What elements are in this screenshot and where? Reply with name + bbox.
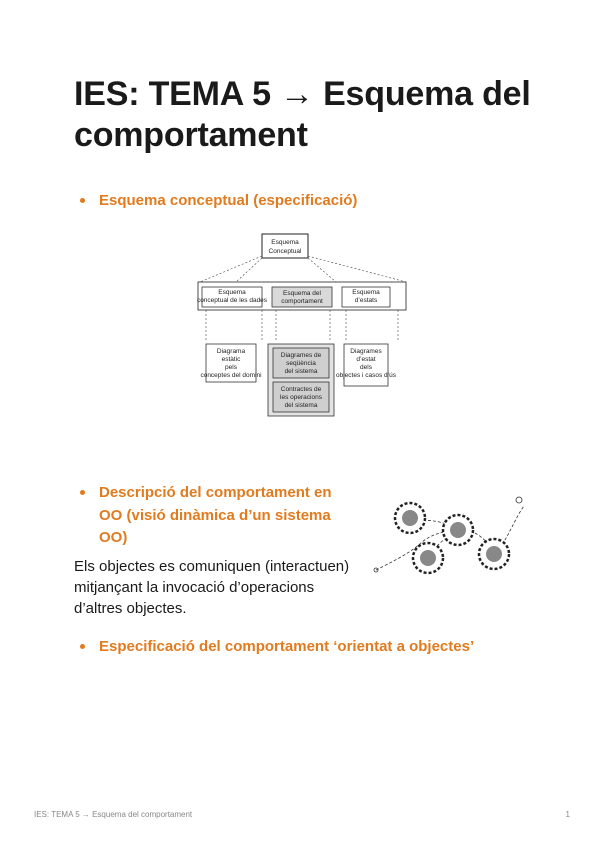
diagram-low-right-1: Diagrames — [350, 348, 382, 355]
diagram-mid-center-2: comportament — [281, 298, 323, 305]
bullet-dot — [80, 490, 85, 495]
bullet-esquema-conceptual — [80, 190, 357, 211]
diagram-top-label-2: Conceptual — [268, 248, 302, 255]
message-start-icon — [516, 497, 522, 503]
object-circle — [413, 543, 443, 573]
bullet-text: Esquema conceptual (especificació) — [99, 192, 358, 209]
diagram-low-left-4: conceptes del domini — [200, 372, 262, 379]
diagram-low-center1-3: del sistema — [284, 368, 318, 375]
diagram-low-center1-1: Diagrames de — [280, 352, 322, 359]
diagram-low-right-3: dels — [360, 364, 372, 371]
bullet-text: Descripció del comportament en OO (visió dinàmica d’un sistema OO) — [99, 484, 332, 546]
diagram-mid-right-1: Esquema — [352, 289, 380, 296]
bullet-text: Especificació del comportament ‘orientat a objectes’ — [99, 638, 475, 655]
page-footer — [34, 810, 570, 819]
diagram-low-right-2: d’estat — [356, 356, 376, 363]
diagram-mid-right-2: d’estats — [354, 297, 378, 304]
object-interaction-illustration — [372, 492, 532, 582]
diagram-top-label-1: Esquema — [271, 239, 299, 246]
diagram-low-center2-1: Contractes de — [280, 386, 322, 393]
object-circle — [479, 539, 509, 569]
diagram-low-left-3: pels — [225, 364, 237, 371]
object-circle — [395, 503, 425, 533]
bullet-especificacio-oo — [80, 636, 474, 657]
page-title: IES: TEMA 5 → Esquema del comportament — [74, 75, 531, 154]
page-number: 1 — [565, 810, 570, 819]
object-circle — [443, 515, 473, 545]
diagram-low-left-1: Diagrama — [216, 348, 246, 355]
bullet-dot — [80, 644, 85, 649]
diagram-low-center1-2: seqüència — [286, 360, 316, 367]
bullet-dot — [80, 198, 85, 203]
diagram-mid-left-2: conceptual de les dades — [196, 297, 268, 304]
diagram-low-center2-3: del sistema — [284, 402, 318, 409]
footer-title: IES: TEMA 5 → Esquema del comportament — [34, 810, 193, 819]
diagram-low-center2-2: les operacions — [280, 394, 322, 401]
body-paragraph: Els objectes es comuniquen (interactuen) mitjançant la invocació d’operacions d’altres objectes. — [74, 558, 350, 617]
diagram-low-left-2: estàtic — [221, 356, 241, 363]
conceptual-schema-diagram — [196, 232, 410, 422]
diagram-mid-center-1: Esquema del — [283, 290, 321, 297]
bullet-descripcio-comportament — [80, 482, 350, 550]
diagram-low-right-4: objectes i casos d’ús — [336, 372, 396, 379]
diagram-mid-left-1: Esquema — [218, 289, 246, 296]
